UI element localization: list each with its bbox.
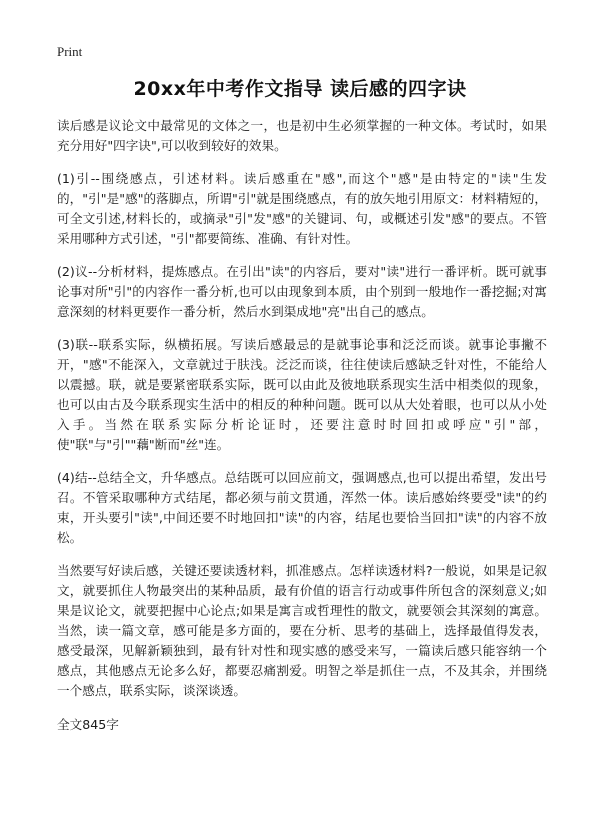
- document-title: 20xx年中考作文指导 读后感的四字诀: [133, 78, 467, 100]
- paragraph-yin: (1)引--围绕感点，引述材料。读后感重在"感",而这个"感"是由特定的"读"生发的，"引"是"感"的落脚点，所谓"引"就是围绕感点，有的放矢地引用原文：材料精短的，可全文引述,材料长的，或摘录"引"发"感"的关键词、句，或概述引发"感"的要点。不管采用哪种方式引述，"引"都要简练、准确、有针对性。: [57, 171, 547, 246]
- word-count: 全文845字: [57, 717, 119, 732]
- paragraph-jie: (4)结--总结全文，升华感点。总结既可以回应前文，强调感点,也可以提出希望，发出号召。不管采取哪种方式结尾，都必须与前文贯通，浑然一体。读后感始终要受"读"的约束，开头要引"读",中间还要不时地回扣"读"的内容，结尾也要恰当回扣"读"的内容不放松。: [57, 470, 547, 545]
- paragraph-lian: (3)联--联系实际，纵横拓展。写读后感最忌的是就事论事和泛泛而谈。就事论事撇不开，"感"不能深入，文章就过于肤浅。泛泛而谈，往往使读后感缺乏针对性，不能给人以震撼。联，就是要紧密联系实际，既可以由此及彼地联系现实生活中相类似的现象，也可以由古及今联系现实生活中的相反的种种问题。既可以从大处着眼，也可以从小处入手。当然在联系实际分析论证时，还要注意时时回扣或呼应"引"部，使"联"与"引""藕"断而"丝"连。: [57, 337, 547, 452]
- conclusion-paragraph: 当然要写好读后感，关键还要读透材料，抓准感点。怎样读透材料?一般说，如果是记叙文，就要抓住人物最突出的某种品质，最有价值的语言行动或事件所包含的深刻意义;如果是议论文，就要把握中心论点;如果是寓言或哲理性的散文，就要领会其深刻的寓意。当然，读一篇文章，感可能是多方面的，要在分析、思考的基础上，选择最值得发表，感受最深，见解新颖独到，最有针对性和现实感的感受来写，一篇读后感只能容纳一个感点，其他感点无论多么好，都要忍痛割爱。明智之举是抓住一点，不及其余，并围绕一个感点，联系实际，谈深谈透。: [57, 563, 547, 698]
- document-body: [57, 116, 547, 735]
- paragraph-yi: (2)议--分析材料，提炼感点。在引出"读"的内容后，要对"读"进行一番评析。既可就事论事对所"引"的内容作一番分析,也可以由现象到本质，由个别到一般地作一番挖掘;对寓意深刻的材料更要作一番分析，然后水到渠成地"亮"出自己的感点。: [57, 264, 547, 319]
- intro-paragraph: 读后感是议论文中最常见的文体之一，也是初中生必须掌握的一种文体。考试时，如果充分用好"四字诀",可以收到较好的效果。: [57, 118, 547, 153]
- print-label[interactable]: Print: [57, 44, 83, 59]
